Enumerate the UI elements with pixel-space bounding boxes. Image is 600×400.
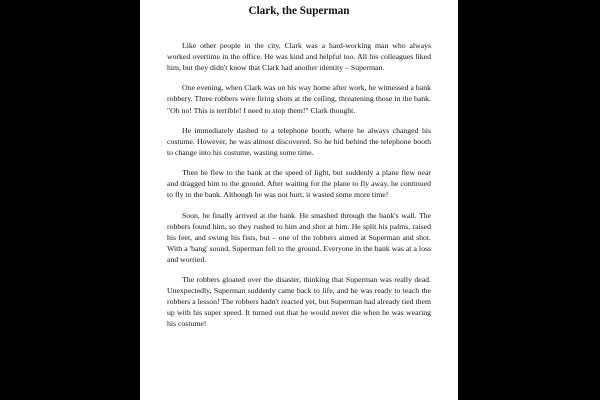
document-page [140,0,458,400]
paragraph-5: Soon, he finally arrived at the bank. He smashed through the bank's wall. The robbers found him, so they rushed to him and shot at him. He split his palms, raised his feet, and swung his fists, but – one of the robbers aimed at Superman and shot. With a 'bang' sound, Superman fell to the ground. Everyone in the bank was at a loss and worried. [167,210,431,264]
paragraph-2: One evening, when Clark was on his way home after work, he witnessed a bank robbery. Three robbers were firing shots at the ceiling, threatening those in the bank. "Oh no! This is terrible! I need to stop them!" Clark thought. [167,83,431,115]
document-body [167,40,431,339]
paragraph-3: He immediately dashed to a telephone booth, where he always changed his costume. However, he was almost discovered. So he hid behind the telephone booth to change into his costume, wasting some time. [167,125,431,157]
paragraph-4: Then he flew to the bank at the speed of light, but suddenly a plane flew near and dragged him to the ground. After waiting for the plane to fly away, he continued to fly to the bank. Although he was not hurt, it wasted some more time! [167,168,431,200]
paragraph-1: Like other people in the city, Clark was a hard-working man who always worked overtime in the office. He was kind and helpful too. All his colleagues liked him, but they didn't know that Clark had another identity – Superman. [167,41,431,73]
paragraph-6: The robbers gloated over the disaster, thinking that Superman was really dead. Unexpectedly, Superman suddenly came back to life, and he was ready to teach the robbers a lesson! The robbers hadn't reacted yet, but Superman had already tied them up with his super speed. It turned out that he would never die when he was wearing his costume! [167,275,431,329]
document-title: Clark, the Superman [248,5,350,17]
